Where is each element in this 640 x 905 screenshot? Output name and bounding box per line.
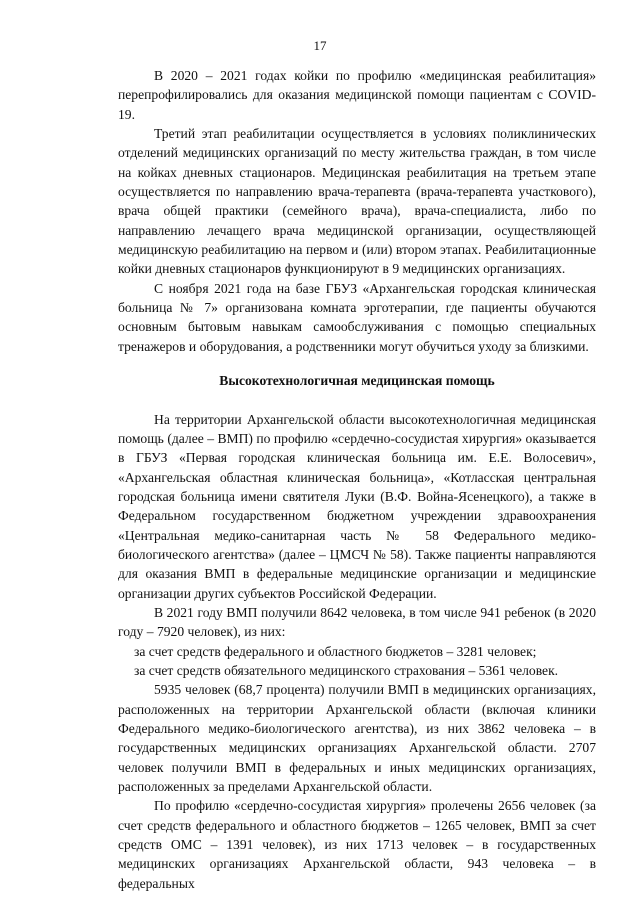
- paragraph-hightech-care: На территории Архангельской области высокотехнологичная медицинская помощь (далее – ВМП) по профилю «сердечно-сосудистая хирургия» оказывается в ГБУЗ «Первая городская клиническая больница им. Е.Е. Волосевич», «Архангельская областная клиническая больница», «Котласская центральная городская больница имени святителя Луки (В.Ф. Война-Ясенецкого), а также в Федеральном государственном бюджетном учреждении здравоохранения «Центральная медико-санитарная часть № 58 Федерального медико-биологического агентства» (далее – ЦМСЧ № 58). Также пациенты направляются для оказания ВМП в федеральные медицинские организации и медицинские организации других субъектов Российской Федерации.: [118, 411, 596, 601]
- page-number: 17: [313, 38, 327, 53]
- section-heading: Высокотехнологичная медицинская помощь: [219, 373, 495, 389]
- paragraph-vmp-2021: В 2021 году ВМП получили 8642 человека, в том числе 941 ребенок (в 2020 году – 7920 человек), из них:: [118, 604, 596, 640]
- list-item-federal-budget: за счет средств федерального и областного бюджетов – 3281 человек;: [134, 643, 537, 659]
- paragraph-regional-organizations: 5935 человек (68,7 процента) получили ВМП в медицинских организациях, расположенных на территории Архангельской области (включая клиники Федерального медико-биологического агентства), из них 3862 человека – в государственных медицинских организациях Архангельской области. 2707 человек получили ВМП в федеральных и иных медицинских организациях, расположенных за пределами Архангельской области.: [118, 682, 596, 795]
- paragraph-covid-beds: В 2020 – 2021 годах койки по профилю «медицинская реабилитация» перепрофилировались для оказания медицинской помощи пациентам с COVID-19.: [118, 68, 596, 122]
- document-body: [118, 66, 596, 893]
- paragraph-ergotherapy: С ноября 2021 года на базе ГБУЗ «Архангельская городская клиническая больница № 7» организована комната эрготерапии, где пациенты обучаются основным бытовым навыкам самообслуживания с помощью специальных тренажеров и оборудования, а родственники могут обучиться уходу за близкими.: [118, 280, 596, 354]
- paragraph-third-stage: Третий этап реабилитации осуществляется в условиях поликлинических отделений медицинских организаций по месту жительства граждан, в том числе на койках дневных стационаров. Медицинская реабилитация на третьем этапе осуществляется по направлению врача-терапевта (врача-терапевта участкового), врача общей практики (семейного врача), врача-специалиста, либо по направлению лечащего врача медицинской организации, осуществляющей медицинскую реабилитацию на первом и (или) втором этапах. Реабилитационные койки дневных стационаров функционируют в 9 медицинских организациях.: [118, 126, 596, 277]
- list-item-oms: за счет средств обязательного медицинского страхования – 5361 человек.: [134, 662, 559, 678]
- paragraph-cardiovascular-surgery: По профилю «сердечно-сосудистая хирургия» пролечены 2656 человек (за счет средств федерального и областного бюджетов – 1265 человек, ВМП за счет средств ОМС – 1391 человек), из них 1713 человек – в государственных медицинских организациях Архангельской области, 943 человека – в федеральных: [118, 798, 596, 891]
